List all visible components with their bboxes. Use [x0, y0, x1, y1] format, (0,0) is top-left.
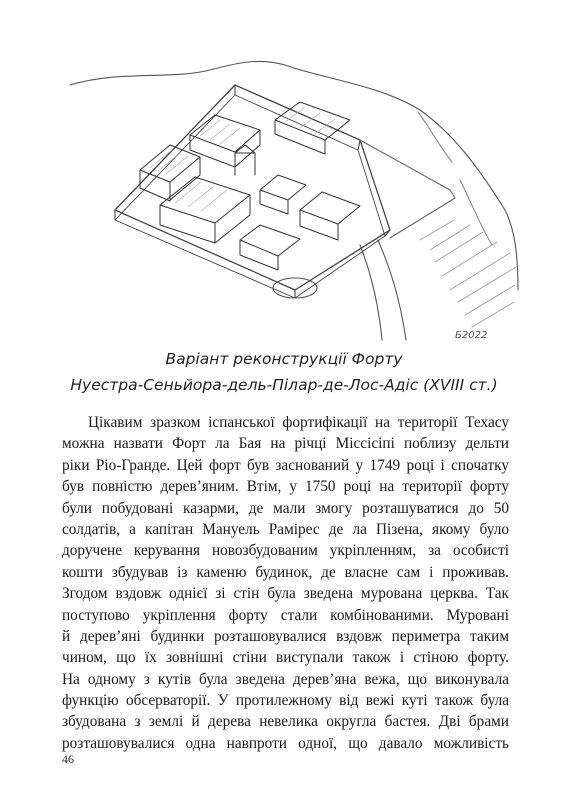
body-paragraph [62, 412, 509, 754]
body-line: збудована з землі й дерева невелика округла бастея. Дві брами [62, 713, 509, 731]
fort-reconstruction-sketch [60, 40, 520, 350]
figure-caption [0, 346, 568, 398]
body-line: можна назвати Форт ла Бая на річці Міссісіпі поблизу дельти [62, 435, 509, 453]
body-line: функцію обсерваторії. У протилежному від вежі куті також була [62, 692, 509, 710]
body-line: солдатів, а капітан Мануель Рамірес де ла Пізена, якому було [62, 520, 509, 538]
body-line: були побудовані казарми, де мали змогу розташуватися до 50 [62, 499, 509, 517]
slope-hatching [420, 220, 516, 327]
body-line: й дерев’яні будинки розташовувалися вздовж периметра таким [62, 627, 509, 645]
road [360, 245, 382, 340]
body-line: ріки Ріо-Гранде. Цей форт був заснований у 1749 році і спочатку [62, 456, 509, 474]
palisade-wall [115, 85, 390, 298]
hill-contour [70, 61, 518, 290]
body-line: кошти збудував із каменю будинок, де власне сам і проживав. [62, 563, 509, 581]
body-line: Згодом вздовж однієї зі стін була зведена мурована церква. Так [62, 585, 509, 603]
body-line: розташовувалися одна навпроти одної, що давало можливість [62, 734, 509, 752]
body-line: був повністю дерев’яним. Втім, у 1750 році на території форту [62, 478, 509, 496]
body-line: поступово укріплення форту стали комбінованими. Муровані [62, 606, 509, 624]
caption-line-1: Варіант реконструкції Форту [165, 350, 403, 368]
artist-signature: Б2022 [455, 330, 488, 341]
page-number: 46 [62, 752, 74, 766]
body-line: Цікавим зразком іспанської фортифікації на території Техасу [88, 414, 509, 431]
body-line: чином, що їх зовнішні стіни виступали також і стіною форту. [62, 649, 509, 667]
body-line: На одному з кутів була зведена дерев’яна вежа, що виконувала [62, 670, 509, 688]
caption-line-2: Нуестра-Сеньйора-дель-Пілар-де-Лос-Адіс (XVIII ст.) [70, 376, 498, 394]
body-line: доручене керування новозбудованим укріпленням, за особисті [62, 542, 509, 560]
